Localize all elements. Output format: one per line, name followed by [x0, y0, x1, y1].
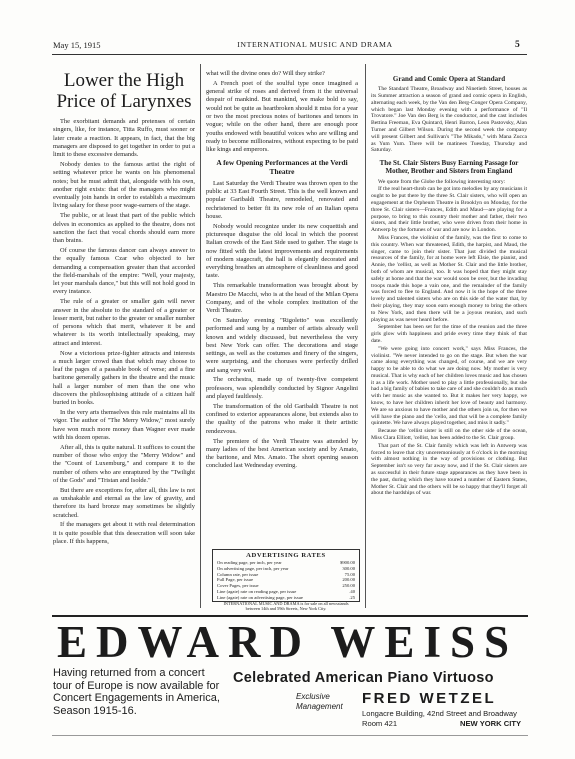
ad-exclusive-label: Exclusive Management	[296, 692, 343, 711]
article-heading: A few Opening Performances at the Verdi Theatre	[216, 158, 348, 177]
article-title: Lower the High Price of Larynxes	[56, 70, 192, 112]
column-divider-1	[200, 64, 201, 608]
article-paragraph: In the very arts themselves this rule maintains all its vigor. The author of "The Merry Widow," most surely have won much more money than Wagner ever made with his dozen operas.	[53, 409, 195, 441]
article-paragraph: The Standard Theatre, Broadway and Ninetieth Street, houses as its Summer attraction a season of grand and comic opera in English, alternating each week, by the Van den Berg-Conger Opera Company, which began last Monday evening with a performance of "Il Trovatore." Joe Van den Berg is the conductor, and the cast includes Bettina Freeman, Eva Quintard, Henri Barron, Leon Pastovsky, Alan Turner and Gilbert Wilson. During the second week the company will present Gilbert and Sullivan's "The Mikado," with Mana Zucca as Yum Yum. There will be matinees Tuesday, Thursday and Saturday.	[371, 86, 527, 154]
article-heading: Grand and Comic Opera at Standard	[392, 75, 506, 83]
article-paragraph: A French poet of the soulful type once imagined a general strike of roses and derived from it the universal despair of mankind. But mankind, we make bold to say, would not be quite as heartbroken should it miss for a year or two the most precious notes of baritones and tenors in vogue; while on the other hand, there are enough poor youths endowed with beautiful voices who are willing and ready to become millionaires, without expecting to be paid like kings and emperors.	[206, 79, 358, 154]
article-paragraph: On Saturday evening "Rigoletto" was excellently performed and sung by a number of artists already well known and widely discussed, but nevertheless the very best New York can offer. The decorations and stage settings, as well as the costumes and finery of the singers, were surprising, and the choruses were perfectly drilled and sang very well.	[206, 316, 358, 374]
article-paragraph: If the real heart-throb can be got into melodies by any musicians it ought to be put there by the three St. Clair sisters, who will open an engagement at the Orpheum Theatre in Brooklyn on Monday, for the three St. Clair sisters—Frances, Edith and Maud—are playing for a purpose, to bring to this country their mother and father, their two sisters, and their little brother, who were driven from their home in Antwerp by the fortunes of war and are now in London.	[371, 186, 527, 234]
rate-value: 300.00	[342, 565, 355, 571]
article-paragraph: The premiere of the Verdi Theatre was attended by many ladies of the best American society and by Amato, the baritone, and Mrs. Amato. The short opening season concluded last Wednesday evening.	[206, 437, 358, 470]
article-paragraph: The transformation of the old Garibaldi Theatre is not confined to exterior appearances alone, but extends also to the quality of the patrons who make it their artistic rendezvous.	[206, 402, 358, 435]
ad-artist-name: EDWARD WEISS	[56, 617, 519, 667]
article-paragraph: The rule of a greater or smaller gain will never answer in the absolute to the standard of a greater or lesser merit, but rather to the greater or smaller number of persons which that merit, whatever it be and whatever is its worth intellectually speaking, may attract and interest.	[53, 298, 195, 347]
article-paragraph: Now a victorious prize-fighter attracts and interests a much larger crowd than that which may choose to leaf the pages of a passable book of verse; and a fine baritone generally gathers in the theatre and the music hall a larger number of men than the one who discovers the philosophising attitude of a citizen half buried in books.	[53, 349, 195, 407]
article-paragraph: what will the divine ones do? Will they strike?	[206, 70, 325, 77]
running-title: INTERNATIONAL MUSIC AND DRAMA	[237, 40, 393, 49]
article-paragraph: Last Saturday the Verdi Theatre was thrown open to the public at 33 East Fourth Street. This is the well known and popular Garibaldi Theatre, remodeled, renovated and rechristened to better fit its new role of an Italian opera house.	[206, 179, 358, 220]
article-paragraph: This remarkable transformation was brought about by Maestro De Macchi, who is at the head of the Milan Opera Company, and of the whole complex institution of the Verdi Theatre.	[206, 282, 358, 315]
issue-date: May 15, 1915	[53, 40, 101, 50]
rate-label: Column rate, per issue	[217, 571, 259, 577]
rates-footer: INTERNATIONAL MUSIC AND DRAMA is for sale on all newsstands between 14th and 59th Streets, New York City.	[223, 600, 349, 611]
article-paragraph: That part of the St. Clair family which was left in Antwerp was forced to leave that city unceremoniously at 6 o'clock in the morning with almost nothing in the way of provisions or clothing. But September isn't so very far away now, and if the St. Clair sisters are as successful in their future stage appearances as they have been in the past, during which they have toured a number of Eastern States, Mother St. Clair and the others will be so happy that they'll forget all about the hardships of war.	[371, 442, 527, 497]
ad-subtitle: Celebrated American Piano Virtuoso	[233, 670, 494, 686]
article-paragraph: "We were going into concert work," says Miss Frances, the violinist. "We never intended to go on the stage. But when the war came along everything was changed, of course, and we are very happy to be able to do what we are doing now. My mother is very musical. That is why each of her children loves music and has chosen it as a life work. Mother used to play a little professionally, but she had a big family of babies to take care of and she couldn't do as much with her music as she wanted to. But it makes her very happy, we know, to have her children inherit her love of beauty and harmony. We are so anxious to have mother and the others join us, for then we will have the piano and the 'cello, and that will be a complete family quintette. We have always played together, and miss it sadly."	[371, 345, 527, 427]
rate-value: .25	[349, 594, 355, 600]
header-rule	[52, 54, 527, 55]
article-paragraph: The exorbitant demands and pretenses of certain singers, like, for instance, Titta Ruffo, must sooner or later create a reaction. It appears, in fact, that the big managers are disposed to get together in order to put a limit to these excessive demands.	[53, 118, 195, 159]
rate-label: Line (agate) rate on reading page, per issue	[217, 588, 297, 594]
rate-label: Line (agate) rate on advertising page, per issue	[217, 594, 303, 600]
article-paragraph: If the managers get about it with real determination it is quite possible that this desecration will soon take place. If this happens,	[53, 521, 195, 546]
article-paragraph: Nobody denies to the famous artist the right of setting whatever price he wants on his phenomenal notes; but he must admit that, alongside with his own, another right exists: that of the managers who might eventually join hands in order to establish a maximum living salary for these poor wage-earners of the stage.	[53, 160, 195, 210]
article-paragraph: After all, this is quite natural. It suffices to count the number of those who enjoy the "Merry Widow" and the "Count of Luxemburg," and compare it to the number of others who are enraptured by the "Twilight of the Gods" and "Tristan and Isolde."	[53, 443, 195, 484]
rate-value: 250.00	[342, 583, 355, 589]
ad-city: NEW YORK CITY	[460, 719, 522, 728]
rate-value: .40	[349, 588, 355, 594]
rate-label: On advertising page, per inch, per year	[217, 565, 289, 571]
column-divider-2	[365, 64, 366, 608]
rate-value: 200.00	[342, 577, 355, 583]
article-verdi-theatre	[206, 70, 358, 550]
ad-room: Room 421	[362, 719, 398, 728]
article-paragraph: The orchestra, made up of twenty-five competent professors, was splendidly conducted by Signor Angelini and played faultlessly.	[206, 376, 358, 401]
page-number: 5	[515, 40, 520, 50]
rate-value: 75.00	[344, 571, 355, 577]
article-paragraph: September has been set for the time of the reunion and the three girls glow with happiness and pride every time they think of that date.	[371, 324, 527, 344]
rates-title: ADVERTISING RATES	[246, 552, 326, 559]
rate-value: $900.00	[340, 560, 355, 565]
article-paragraph: Miss Frances, the violinist of the family, was the first to come to this country. When war threatened, Edith, the harpist, and Maud, the singer, came to join their sister. That just divided the musical resources of the family, for at home were left Elsie, the pianist, and Annie, the 'cellist, as well as Mother St. Clair and the little brother, both of whom are musical, too. It was hoped that they might stay safely at home and that the war would soon be over, but the invading troops made this hope a vain one, and the remainder of the family was forced to flee to England. And now it is the hope of the three lovely and talented sisters who are on this side of the water that, by their playing, they may soon earn enough money to bring the others to New York, and then there will be a joyous reunion, and such playing as was never heard before.	[371, 234, 527, 323]
advertising-rates-box	[212, 549, 360, 611]
bottom-rule	[52, 735, 528, 736]
rate-label: On reading page, per inch, per year	[217, 560, 282, 565]
article-paragraph: We quote from the Globe the following interesting story:	[378, 178, 506, 185]
ad-address: Longacre Building, 42nd Street and Broadway	[362, 709, 517, 718]
article-paragraph: Of course the famous dancer can always answer to the equally famous Czar who objected to her demanding a compensation greater than that accorded the field-marshals of the empire: "Well, your majesty, let your marshals dance," but this will not hold good in every instance.	[53, 246, 195, 296]
rate-label: Full Page, per issue	[217, 577, 253, 583]
article-paragraph: The public, or at least that part of the public which delves in economics as applied to the theatre, does not sanction the fact that vocal chords should earn more than brains.	[53, 212, 195, 245]
ad-availability-text: Having returned from a concert tour of Europe is now available for Concert Engagements in America, Season 1915-16.	[53, 667, 220, 717]
rate-label: Cover Pages, per issue	[217, 583, 259, 589]
ad-manager-name: FRED WETZEL	[362, 690, 497, 707]
article-paragraph: Because the 'cellist sister is still on the other side of the ocean, Miss Clara Elliott, 'cellist, has been added to the St. Clair group.	[371, 428, 527, 442]
column-opera-news	[371, 70, 527, 590]
article-paragraph: But there are exceptions for, after all, this law is not as unshakable and eternal as the law of gravity, and therefore its hard bronze may sometimes be slightly scratched.	[53, 486, 195, 519]
article-lower-price-larynxes	[53, 70, 195, 590]
article-heading: The St. Clair Sisters Busy Earning Passage for Mother, Brother and Sisters from England	[379, 159, 519, 176]
article-paragraph: Nobody would recognize under its new coquettish and picturesque disguise the old local in which the poorest Italian crowds of the East Side used to gather. The stage is now fitted with the latest improvements and requirements of modern stagecraft, the hall is elegantly decorated and everything breathes an atmosphere of cleanliness and good taste.	[206, 222, 358, 280]
